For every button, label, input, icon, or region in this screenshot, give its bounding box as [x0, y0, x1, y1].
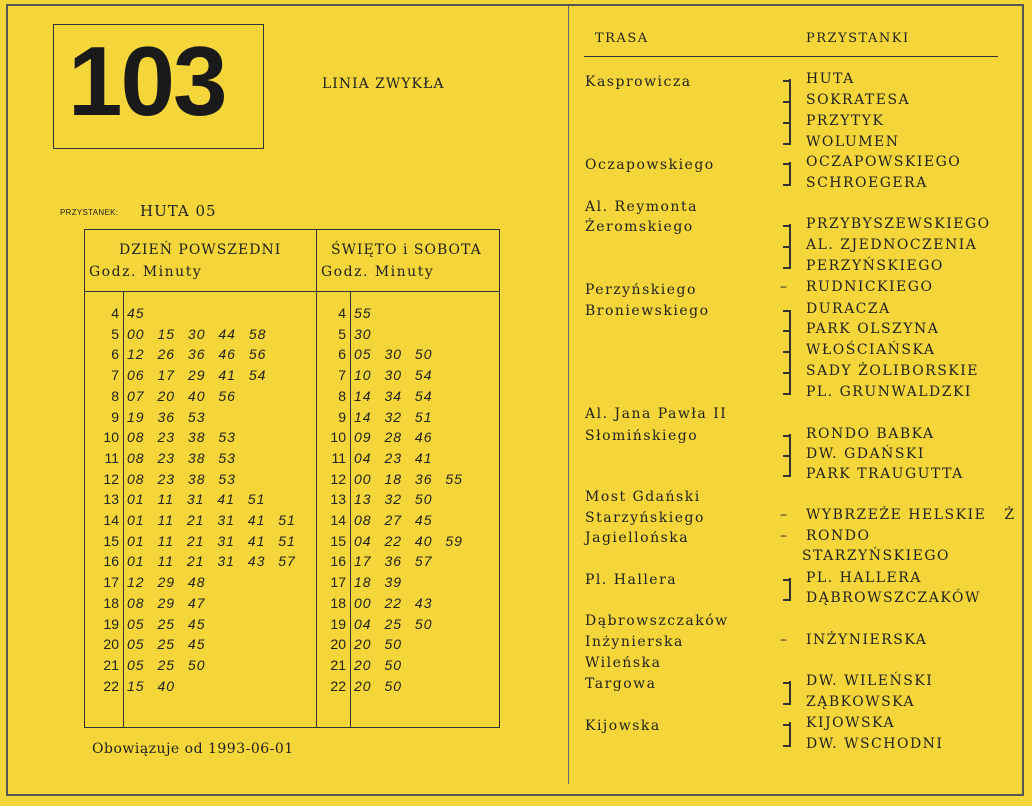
- hour: 12: [103, 470, 119, 487]
- weekday-title: DZIEŃ POWSZEDNI: [119, 242, 282, 258]
- minutes: 08 27 45: [354, 512, 433, 528]
- weekday-row: [85, 593, 315, 614]
- stop-item: [780, 71, 855, 87]
- hour: 7: [338, 367, 346, 384]
- stop-name: PARK OLSZYNA: [806, 321, 940, 337]
- stop-name: WŁOŚCIAŃSKA: [806, 342, 936, 358]
- route-street: Pl. Hallera: [585, 572, 678, 588]
- holiday-title: ŚWIĘTO i SOBOTA: [331, 242, 482, 258]
- minutes: 08 23 38 53: [127, 429, 236, 446]
- minutes: 12 26 36 46 56: [127, 346, 267, 363]
- hour: 7: [111, 367, 119, 384]
- holiday-row: [312, 572, 500, 593]
- stop-tick-icon: [783, 310, 791, 312]
- hour: 18: [103, 594, 119, 611]
- stop-name: RONDO BABKA: [806, 426, 935, 442]
- stop-item: [780, 736, 943, 752]
- minutes: 13 32 50: [354, 491, 433, 508]
- hour: 6: [111, 346, 119, 363]
- holiday-row: [312, 489, 500, 510]
- hour: 20: [103, 636, 119, 653]
- stop-tick-icon: [783, 225, 791, 227]
- minutes: 05 25 50: [127, 656, 206, 673]
- hour: 19: [330, 615, 346, 632]
- stop-marker: [780, 384, 806, 400]
- weekday-row: [85, 469, 315, 490]
- minutes: 19 36 53: [127, 408, 206, 425]
- stop-tick-icon: [783, 724, 791, 726]
- minutes: 00 15 30 44 58: [127, 325, 267, 342]
- weekday-row: [85, 427, 315, 448]
- stops-header: PRZYSTANKI: [806, 31, 910, 46]
- stop-tick-icon: [783, 579, 791, 581]
- stop-name: DĄBROWSZCZAKÓW: [806, 590, 981, 606]
- stop-name: PRZYTYK: [806, 113, 885, 129]
- stop-item: [780, 507, 1016, 523]
- stop-item: [780, 92, 910, 108]
- stop-name: PERZYŃSKIEGO: [806, 258, 944, 274]
- minutes: 04 25 50: [354, 615, 433, 632]
- holiday-row: [312, 614, 500, 635]
- weekday-row: [85, 634, 315, 655]
- stop-marker: [780, 113, 806, 129]
- stop-item: [780, 715, 895, 731]
- hour: 11: [331, 449, 346, 466]
- holiday-row: [312, 469, 500, 490]
- stop-item: [780, 301, 891, 317]
- route-street: Al. Reymonta: [585, 199, 698, 215]
- holiday-row: [312, 655, 500, 676]
- stop-item: [780, 673, 933, 689]
- stop-tick-icon: [783, 80, 791, 82]
- stop-marker: [780, 426, 806, 442]
- stop-item: [780, 632, 927, 648]
- stop-name: HUTA 05: [140, 202, 217, 220]
- minutes: 20 50: [354, 677, 403, 694]
- stop-marker: –: [780, 279, 789, 295]
- stop-tick-icon: [783, 163, 791, 165]
- stop-item: [780, 237, 977, 253]
- hour: 4: [338, 305, 346, 321]
- stop-item: [780, 216, 991, 232]
- stop-marker: [780, 175, 806, 191]
- stop-marker: –: [780, 528, 789, 544]
- route-street: Targowa: [585, 676, 657, 692]
- stop-item: [780, 426, 935, 442]
- stop-name: DURACZA: [806, 301, 891, 317]
- weekday-row: [85, 614, 315, 635]
- stop-tick-icon: [783, 435, 791, 437]
- weekday-row: [85, 572, 315, 593]
- stop-marker: –: [780, 507, 789, 523]
- stop-name: RONDO: [806, 528, 871, 544]
- stop-marker: –: [780, 632, 789, 648]
- holiday-row: [312, 448, 500, 469]
- stop-tick-icon: [783, 330, 791, 332]
- valid-from: Obowiązuje od 1993-06-01: [92, 741, 294, 757]
- minutes: 10 30 54: [354, 367, 433, 384]
- stop-note: Ż: [1004, 507, 1016, 523]
- holiday-row: [312, 386, 500, 407]
- timetable: [84, 229, 500, 728]
- weekday-row: [85, 365, 315, 386]
- stop-item: [780, 694, 915, 710]
- hour: 22: [103, 677, 119, 694]
- stop-marker: [780, 363, 806, 379]
- hour: 6: [338, 346, 346, 363]
- holiday-row: [312, 531, 500, 552]
- minutes: 05 25 45: [127, 636, 206, 653]
- stop-name: KIJOWSKA: [806, 715, 896, 731]
- stop-marker: [780, 446, 806, 462]
- weekday-row: [85, 551, 315, 572]
- route-street: Broniewskiego: [585, 303, 710, 319]
- stop-item: [780, 384, 972, 400]
- holiday-row: [312, 365, 500, 386]
- holiday-subtitle: Godz. Minuty: [321, 264, 435, 280]
- minutes: 20 50: [354, 656, 403, 673]
- stop-tick-icon: [783, 393, 791, 395]
- minutes: 01 11 21 31 41 51: [127, 512, 296, 528]
- stop-name: OCZAPOWSKIEGO: [806, 154, 962, 170]
- minutes: 05 25 45: [127, 615, 206, 632]
- holiday-row: [312, 344, 500, 365]
- stop-marker: [780, 694, 806, 710]
- stop-tick-icon: [783, 703, 791, 705]
- stop-name: AL. ZJEDNOCZENIA: [806, 237, 978, 253]
- route-street: Słomińskiego: [585, 428, 699, 444]
- stop-tick-icon: [783, 372, 791, 374]
- stop-item: [802, 548, 950, 564]
- minutes: 08 23 38 53: [127, 449, 236, 466]
- minutes: 45: [127, 305, 145, 321]
- stop-marker: [780, 466, 806, 482]
- hour: 16: [330, 553, 346, 570]
- stop-item: [780, 528, 870, 544]
- line-number: 103: [68, 26, 226, 136]
- route-street: Perzyńskiego: [585, 282, 697, 298]
- route-street: Starzyńskiego: [585, 510, 705, 526]
- stop-tick-icon: [783, 184, 791, 186]
- stop-tick-icon: [783, 246, 791, 248]
- weekday-row: [85, 407, 315, 428]
- minutes: 14 32 51: [354, 408, 433, 425]
- stop-item: [780, 154, 961, 170]
- hour: 9: [111, 408, 119, 425]
- stop-tick-icon: [783, 682, 791, 684]
- minutes: 17 36 57: [354, 553, 433, 570]
- stop-marker: [780, 237, 806, 253]
- stop-marker: [780, 342, 806, 358]
- route-street: Żeromskiego: [585, 219, 694, 235]
- stop-marker: [780, 154, 806, 170]
- holiday-row: [312, 510, 500, 531]
- stop-name: WOLUMEN: [806, 134, 900, 150]
- column-divider: [568, 6, 569, 784]
- minutes: 01 11 31 41 51: [127, 491, 266, 508]
- stop-marker: [780, 570, 806, 586]
- minutes: 20 50: [354, 636, 403, 653]
- stop-item: [780, 363, 979, 379]
- hour: 5: [338, 325, 346, 342]
- stop-tick-icon: [783, 351, 791, 353]
- route-street: Inżynierska: [585, 634, 684, 650]
- stop-tick-icon: [783, 143, 791, 145]
- hour: 4: [111, 305, 119, 321]
- minutes: 30: [354, 325, 372, 342]
- holiday-row: [312, 551, 500, 572]
- stop-name: PARK TRAUGUTTA: [806, 466, 964, 482]
- weekday-row: [85, 510, 315, 531]
- hour: 14: [103, 512, 119, 528]
- hour: 5: [111, 325, 119, 342]
- hour: 22: [330, 677, 346, 694]
- weekday-row: [85, 448, 315, 469]
- minutes: 06 17 29 41 54: [127, 367, 267, 384]
- stop-marker: [780, 258, 806, 274]
- stop-item: [780, 258, 944, 274]
- route-street: Al. Jana Pawła II: [585, 406, 728, 422]
- hour: 10: [330, 429, 346, 446]
- stop-item: [780, 175, 928, 191]
- line-type: LINIA ZWYKŁA: [322, 76, 445, 92]
- stop-name: STARZYŃSKIEGO: [802, 548, 950, 564]
- weekday-row: [85, 531, 315, 552]
- stop-marker: [780, 673, 806, 689]
- stop-marker: [780, 134, 806, 150]
- route-header: TRASA: [595, 31, 649, 46]
- minutes: 04 22 40 59: [354, 532, 463, 549]
- minutes: 00 18 36 55: [354, 470, 463, 487]
- route-street: Jagiellońska: [585, 530, 690, 546]
- stop-name: DW. GDAŃSKI: [806, 446, 925, 462]
- hour: 11: [104, 449, 119, 466]
- stop-marker: [780, 71, 806, 87]
- hour: 15: [103, 532, 119, 549]
- minutes: 05 30 50: [354, 346, 433, 363]
- stop-tick-icon: [783, 101, 791, 103]
- timetable-header-rule: [85, 291, 499, 292]
- stop-marker: [780, 216, 806, 232]
- hour: 13: [330, 491, 346, 508]
- stop-name: WYBRZEŻE HELSKIE: [806, 507, 987, 523]
- stop-name: SADY ŻOLIBORSKIE: [806, 363, 980, 379]
- holiday-row: [312, 324, 500, 345]
- stop-name: PL. GRUNWALDZKI: [806, 384, 972, 400]
- hour: 13: [103, 491, 119, 508]
- hour: 16: [103, 553, 119, 570]
- stop-item: [780, 570, 922, 586]
- stop-tick-icon: [783, 455, 791, 457]
- stop-tick-icon: [783, 267, 791, 269]
- minutes: 09 28 46: [354, 429, 433, 446]
- stop-marker: [780, 715, 806, 731]
- hour: 21: [103, 656, 119, 673]
- stop-name: RUDNICKIEGO: [806, 279, 934, 295]
- stop-item: [780, 590, 981, 606]
- stop-label: PRZYSTANEK:: [60, 208, 119, 217]
- minutes: 00 22 43: [354, 594, 433, 611]
- hour: 10: [103, 429, 119, 446]
- stop-name: SCHROEGERA: [806, 175, 928, 191]
- hour: 21: [330, 656, 346, 673]
- minutes: 12 29 48: [127, 574, 206, 591]
- stop-item: [780, 446, 925, 462]
- stop-item: [780, 113, 884, 129]
- weekday-row: [85, 676, 315, 697]
- stop-name: PL. HALLERA: [806, 570, 922, 586]
- route-header-rule: [584, 56, 998, 57]
- hour: 12: [330, 470, 346, 487]
- minutes: 01 11 21 31 41 51: [127, 532, 296, 549]
- route-street: Wileńska: [585, 655, 662, 671]
- stop-tick-icon: [783, 475, 791, 477]
- hour: 14: [330, 512, 346, 528]
- route-street: Most Gdański: [585, 489, 701, 505]
- weekday-subtitle: Godz. Minuty: [89, 264, 203, 280]
- hour: 17: [103, 574, 119, 591]
- weekday-row: [85, 386, 315, 407]
- stop-name: ZĄBKOWSKA: [806, 694, 916, 710]
- hour: 8: [111, 387, 119, 404]
- route-street: Dąbrowszczaków: [585, 613, 729, 629]
- holiday-row: [312, 676, 500, 697]
- stop-name: DW. WSCHODNI: [806, 736, 944, 752]
- stop-marker: [780, 92, 806, 108]
- holiday-row: [312, 593, 500, 614]
- hour: 17: [330, 574, 346, 591]
- stop-marker: [780, 301, 806, 317]
- holiday-row: [312, 427, 500, 448]
- route-street: Kasprowicza: [585, 74, 692, 90]
- weekday-row: [85, 303, 315, 324]
- stop-marker: [780, 736, 806, 752]
- minutes: 08 29 47: [127, 594, 206, 611]
- stop-name: PRZYBYSZEWSKIEGO: [806, 216, 991, 232]
- minutes: 15 40: [127, 677, 176, 694]
- stop-marker: [780, 590, 806, 606]
- stop-item: [780, 466, 964, 482]
- hour: 9: [338, 408, 346, 425]
- stop-item: [780, 342, 936, 358]
- stop-name: HUTA: [806, 71, 855, 87]
- minutes: 07 20 40 56: [127, 387, 236, 404]
- hour: 20: [330, 636, 346, 653]
- stop-tick-icon: [783, 599, 791, 601]
- holiday-row: [312, 303, 500, 324]
- hour: 19: [103, 615, 119, 632]
- holiday-row: [312, 407, 500, 428]
- weekday-row: [85, 324, 315, 345]
- stop-marker: [780, 321, 806, 337]
- holiday-row: [312, 634, 500, 655]
- weekday-row: [85, 655, 315, 676]
- stop-name: SOKRATESA: [806, 92, 911, 108]
- stop-item: [780, 279, 933, 295]
- minutes: 01 11 21 31 43 57: [127, 553, 296, 570]
- minutes: 04 23 41: [354, 449, 433, 466]
- stop-name: INŻYNIERSKA: [806, 632, 928, 648]
- stop-name: DW. WILEŃSKI: [806, 673, 934, 689]
- minutes: 55: [354, 305, 372, 321]
- hour: 15: [330, 532, 346, 549]
- route-street: Kijowska: [585, 718, 661, 734]
- minutes: 18 39: [354, 574, 403, 591]
- stop-tick-icon: [783, 745, 791, 747]
- weekday-row: [85, 344, 315, 365]
- minutes: 08 23 38 53: [127, 470, 236, 487]
- weekday-row: [85, 489, 315, 510]
- minutes: 14 34 54: [354, 387, 433, 404]
- hour: 18: [330, 594, 346, 611]
- stop-item: [780, 321, 939, 337]
- hour: 8: [338, 387, 346, 404]
- route-street: Oczapowskiego: [585, 157, 715, 173]
- stop-tick-icon: [783, 122, 791, 124]
- stop-item: [780, 134, 900, 150]
